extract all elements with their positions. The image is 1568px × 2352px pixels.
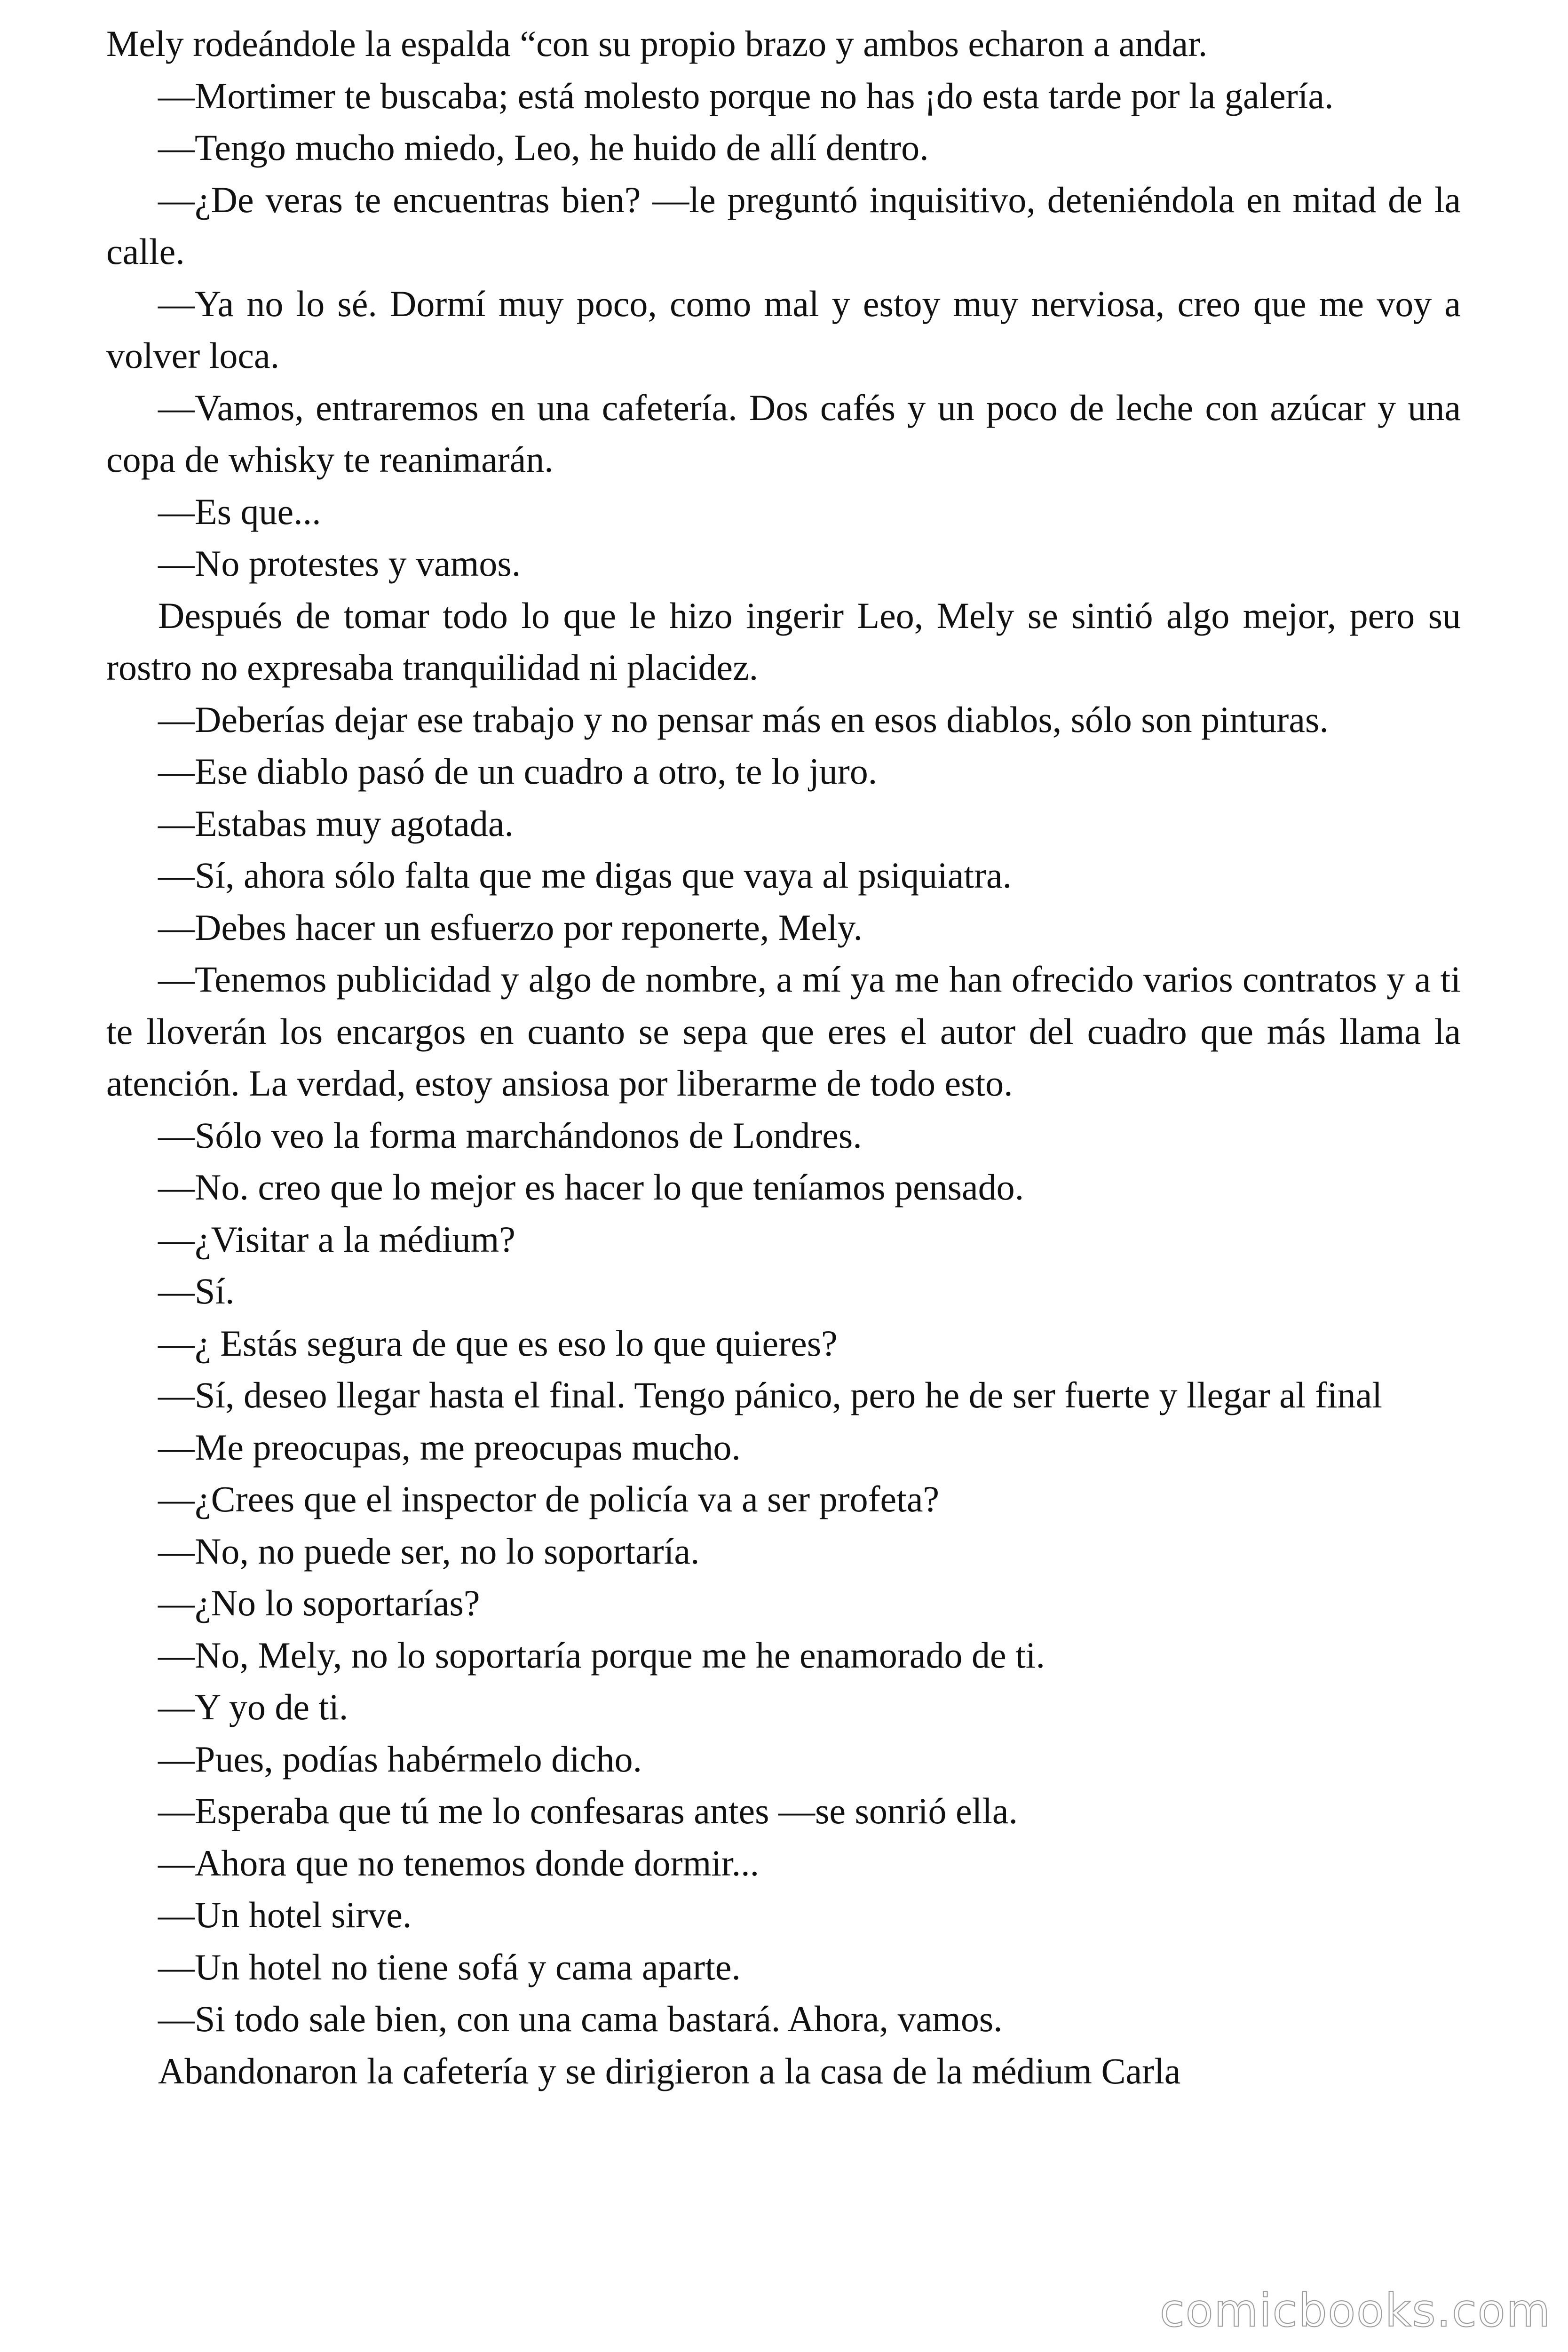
paragraph: —Sí, deseo llegar hasta el final. Tengo pánico, pero he de ser fuerte y llegar al final <box>158 1375 1382 1415</box>
paragraph: —Mortimer te buscaba; está molesto porque no has ¡do esta tarde por la galería. <box>158 75 1334 116</box>
paragraph: —¿Visitar a la médium? <box>158 1218 515 1260</box>
paragraph: —Me preocupas, me preocupas mucho. <box>158 1426 741 1468</box>
paragraph: Abandonaron la cafetería y se dirigieron a la casa de la médium Carla <box>158 2050 1181 2091</box>
paragraph: —No protestes y vamos. <box>158 543 521 584</box>
paragraph: —Es que... <box>158 491 321 532</box>
paragraph: —Y yo de ti. <box>158 1686 348 1727</box>
paragraph: —Ya no lo sé. Dormí muy poco, como mal y estoy muy nerviosa, creo que me voy a volver loca. <box>106 283 1461 376</box>
paragraph: —Sí, ahora sólo falta que me digas que vaya al psiquiatra. <box>158 855 1012 896</box>
paragraph: —¿ Estás segura de que es eso lo que quieres? <box>158 1322 838 1364</box>
paragraph: —No, no puede ser, no lo soportaría. <box>158 1530 700 1572</box>
paragraph: —Un hotel sirve. <box>158 1894 412 1935</box>
paragraph: —¿De veras te encuentras bien? —le preguntó inquisitivo, deteniéndola en mitad de la calle. <box>106 179 1461 272</box>
body-text <box>106 18 1461 2097</box>
paragraph: —¿No lo soportarías? <box>158 1582 480 1623</box>
paragraph: —Deberías dejar ese trabajo y no pensar más en esos diablos, sólo son pinturas. <box>158 699 1329 740</box>
site-watermark: comicbooks.com <box>1159 2284 1551 2337</box>
paragraph: —No, Mely, no lo soportaría porque me he enamorado de ti. <box>158 1634 1045 1676</box>
paragraph: Después de tomar todo lo que le hizo ingerir Leo, Mely se sintió algo mejor, pero su rostro no expresaba tranquilidad ni placidez. <box>106 595 1461 688</box>
paragraph: —Un hotel no tiene sofá y cama aparte. <box>158 1946 741 1987</box>
paragraph: —Vamos, entraremos en una cafetería. Dos cafés y un poco de leche con azúcar y una copa de whisky te reanimarán. <box>106 387 1461 480</box>
paragraph: —Ahora que no tenemos donde dormir... <box>158 1842 760 1883</box>
paragraph: Mely rodeándole la espalda “con su propio brazo y ambos echaron a andar. <box>106 23 1208 64</box>
paragraph: —Ese diablo pasó de un cuadro a otro, te lo juro. <box>158 751 878 792</box>
paragraph: —No. creo que lo mejor es hacer lo que teníamos pensado. <box>158 1167 1024 1208</box>
paragraph: —Sólo veo la forma marchándonos de Londres. <box>158 1114 862 1156</box>
paragraph: —Si todo sale bien, con una cama bastará. Ahora, vamos. <box>158 1998 1003 2039</box>
paragraph: —Tenemos publicidad y algo de nombre, a mí ya me han ofrecido varios contratos y a ti te lloverán los encargos en cuanto se sepa que eres el autor del cuadro que más llama la atención. La verdad, estoy ansiosa por liberarme de todo esto. <box>106 959 1461 1104</box>
paragraph: —Pues, podías habérmelo dicho. <box>158 1738 642 1780</box>
paragraph: —Estabas muy agotada. <box>158 803 514 844</box>
paragraph: —Esperaba que tú me lo confesaras antes —se sonrió ella. <box>158 1790 1018 1831</box>
paragraph: —Tengo mucho miedo, Leo, he huido de allí dentro. <box>158 127 929 168</box>
paragraph: —Debes hacer un esfuerzo por reponerte, Mely. <box>158 906 863 948</box>
paragraph: —¿Crees que el inspector de policía va a ser profeta? <box>158 1478 940 1519</box>
paragraph: —Sí. <box>158 1271 235 1311</box>
